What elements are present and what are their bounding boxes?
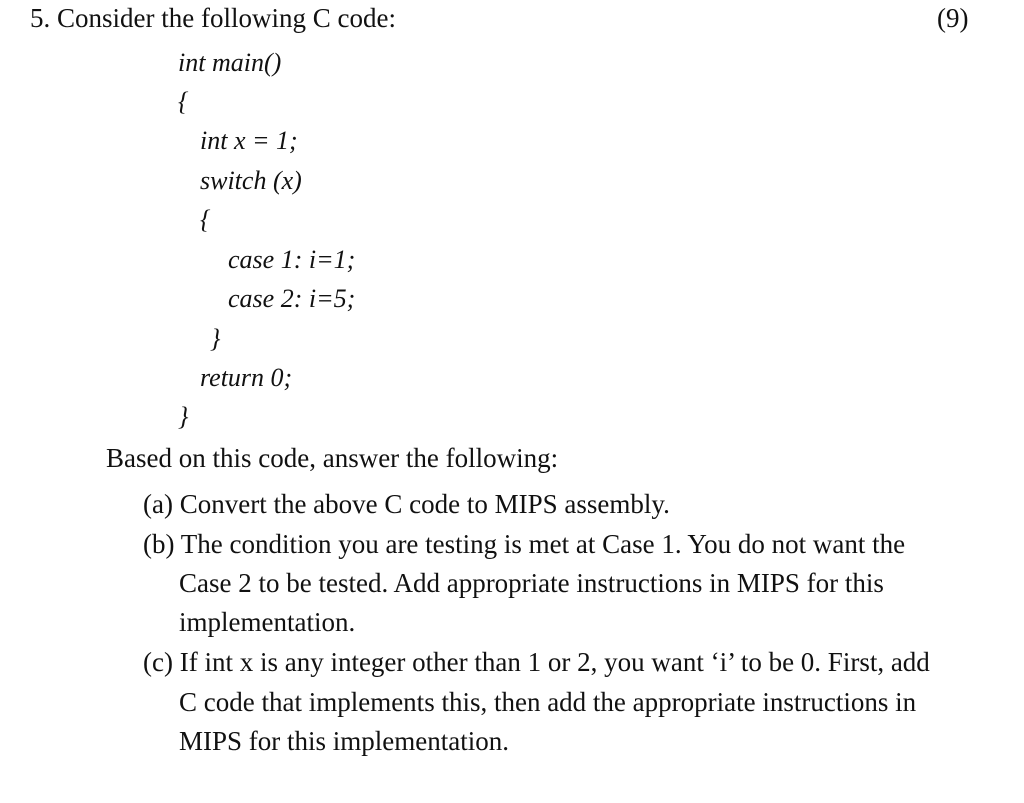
code-line: case 1: i=1; [228, 245, 356, 274]
code-line: { [178, 87, 189, 116]
part-b-line: (b) The condition you are testing is met at Case 1. You do not want the [143, 529, 906, 559]
code-line: return 0; [200, 363, 293, 392]
code-line: switch (x) [200, 166, 302, 195]
code-line: case 2: i=5; [228, 284, 356, 313]
part-c-line: MIPS for this implementation. [179, 726, 509, 756]
code-line: } [178, 402, 189, 431]
code-line: int main() [178, 48, 282, 77]
intro-text: Based on this code, answer the following: [106, 443, 559, 473]
code-line: { [200, 205, 211, 234]
question-prompt: 5. Consider the following C code: [30, 3, 396, 33]
part-b-line: Case 2 to be tested. Add appropriate instructions in MIPS for this [179, 568, 884, 598]
part-b-line: implementation. [179, 607, 356, 637]
part-c-line: C code that implements this, then add the appropriate instructions in [179, 687, 917, 717]
code-line: int x = 1; [200, 126, 298, 155]
part-a-line: (a) Convert the above C code to MIPS assembly. [143, 489, 670, 519]
marks-label: (9) [937, 3, 969, 33]
part-c-line: (c) If int x is any integer other than 1 or 2, you want ‘i’ to be 0. First, add [143, 647, 930, 677]
code-line: } [210, 324, 221, 353]
